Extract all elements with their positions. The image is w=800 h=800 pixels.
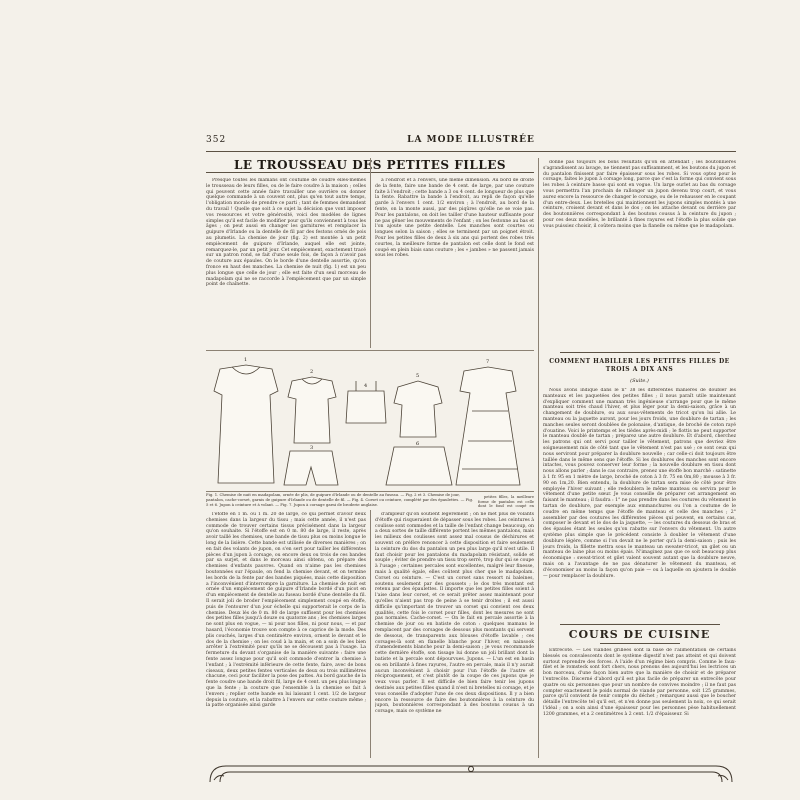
- fig-label: 6: [416, 441, 420, 447]
- fig-label: 2: [310, 369, 314, 375]
- paragraph: donne pas toujours les bons résultats qu'on en attendait ; les boutonnières s'agrandissent au lavage, ne tiennent pas suffisamment, et les boutons du jupon et du pantalon finissent par faire épaisseur sous les robes. Si vous optez pour le corsage, faites le jupon à corsage long, parce que c'est la forme qui convient sous les robes à ceinture basse qui sont en vogue. Un large ourlet au bas du corsage vous permettra l'an prochain de rallonger un jupon devenu trop court, et vous aurez encore la ressource de changer le corsage, ou de le rehausser en le coupant d'un entre-deux. Les bretelles qui maintiennent les jupons simples montés à une ceinture, croisent devant et dans le dos ; on les attache devant ou derrière par des boutonnières correspondant à des boutons cousus à la ceinture du jupon ; pour ces deux modèles, le brillanté à fines rayures est l'étoffe la plus solide que vous puissiez choisir, il coûtera moins que la flanelle ou même que le madapolam.: [543, 160, 736, 229]
- corset-petticoat-shape: [456, 367, 520, 485]
- paragraph: l'étoffe en 1 m. ou 1 m. 20 de large, ce qui permet d'avoir deux chemises dans la largeur du tissu ; mais cette année, il n'est pas commode de trouver certains tissus précisément dans la largeur qu'on souhaite. Si l'étoffe est en 0 m. 80 de large, il reste, après avoir taillé les chemises, une bande de tissu plus ou moins longue le long de la lisière. Cette bande est utilisée de diverses manières ; on en fait des volants de jupon, on s'en sert pour tailler les différentes pièces d'un jupon à corsage, ou encore deux ou trois de ces bandes par sa surjet, et dans le morceau ainsi obtenu, on prépare des chemises d'enfants pauvres. Quand on n'aime pas les chemises boutonnées sur l'épaule, on fend la chemise devant, et on termine les bords de la fente par des bandes piquées, mais cette disposition a l'inconvénient d'interrompre la garniture. La chemise de nuit est ornée d'un empiècement de guipure d'Irlande bordé d'un picot en d'un empiècement de dentelle au fuseau bordé d'une dentelle du fil. Il serait joli de broder l'empiècement simplement coupé en étoffe, puis de l'entourer d'un jour échelle qui supporterait le corps de la chemise. Deux lés de 0 m. 80 de large suffisent pour les chemises des petites filles jusqu'à douze ou quatorze ans ; les chemises larges ne sont plus en vogue, — ni pour nos filles, ni pour nous, — et par hasard, l'économie trouve son compte à ce caprice de la mode. Des plis couchés, larges d'un centimètre environ, ornent le devant et le dos de la chemise ; on les coud à la main, et on a soin de les bien arrêter à l'extrémité pour qu'ils ne se décousent pas à l'usage. La fermeture du devant s'organise de la manière suivante : faire une fente assez longue pour qu'il soit commode d'entrer la chemise à l'enfant ; à l'extrémité inférieure de cette fente, faire, avec de bons ciseaux, deux petites fentes verticales de deux ou trois millimètres chacune, ceci pour faciliter la pose des pattes. Au bord gauche de la fente coudre une bande droit fil, large de 4 cent. un peu plus longue que la fente ; la couture que l'ensemble à la chemise se fait à l'envers ; replier cette bande en lui laissant 1 cent. 1/2 de largeur depuis la couture, et la rabattre à l'envers sur cette couture même ; la patte organisée ainsi garde: [206, 512, 366, 709]
- section-rule: [560, 624, 720, 625]
- column-2-top: [375, 178, 534, 348]
- column-3-bottom: [543, 648, 736, 758]
- fig-label: 3: [310, 445, 314, 451]
- article-title: LE TROUSSEAU DES PETITES FILLES: [233, 158, 507, 172]
- section-note: (Suite.): [630, 378, 649, 384]
- drawers-shape: [284, 451, 338, 485]
- column-rule-1-top: [370, 158, 371, 348]
- magazine-title: LA MODE ILLUSTRÉE: [407, 135, 535, 145]
- chemise-shape: [288, 377, 336, 443]
- corset-shape: [346, 391, 386, 423]
- illustration-plate: [206, 350, 534, 492]
- column-rule-2: [538, 158, 539, 758]
- paragraph: Presque toutes les mamans ont coutume de coudre elles-mêmes le trousseau de leurs filles, ou de le faire coudre à la maison ; celles qui peuvent cette année faire travailler une ouvrière ou donner quelque commande à un couvent ont, plus qu'en tout autre temps, l'obligation morale de prendre ce parti ; tant de femmes demandent du travail ! Quelle que soit à ce sujet la décision que vont imposer vos ressources et votre générosité, voici des modèles de lignes simples qu'il est facile de modifier pour qu'ils conviennent à tous les âges ; on peut aussi en changer les garnitures et remplacer la guipure d'Irlande ou la dentelle de fil par des festons ornés de pois au plumetis. La chemise de jour (fig. 2) est montée à un petit empiècement de guipure d'Irlande, auquel elle est jointe, remarquez-le, par un petit jour. Cet empiècement, exactement tracé sur un patron rond, se fait d'une seule fois, de façon à n'avoir pas de couture aux épaules. On le borde d'une dentelle assortie, qu'on fronce en haut des manches. La chemise de nuit (fig. 1) est un peu plus longue que celle de jour ; elle est faite d'un seul morceau de madapolam qui ne se raccorde à l'empiècement que par un simple point de chaînette.: [206, 178, 366, 288]
- petticoat-shape: [386, 447, 452, 485]
- fig-label: 5: [416, 373, 420, 379]
- bottom-ornament: [206, 762, 736, 784]
- fig-label: 4: [364, 383, 368, 389]
- paragraph: petites filles, la meilleure forme de pantalon est celle dont le fond est coupé en: [478, 495, 534, 508]
- column-2-mid: [478, 495, 534, 509]
- page-header: [206, 135, 736, 149]
- column-3-top: [543, 160, 736, 348]
- nightgown-shape: [214, 365, 278, 483]
- section-rule: [560, 352, 720, 353]
- column-3-mid: [543, 388, 736, 622]
- header-rule: [206, 151, 736, 152]
- column-1-bottom: [206, 512, 366, 758]
- fig-label: 1: [244, 357, 248, 363]
- paragraph: d'ampleur qu'on soutient légèrement ; on ne met plus de volants d'étoffe qui risqueraient de dépasser sous les robes. Les ceintures à coulisse sont commodes et la taille de l'enfant change beaucoup, on a deux sortes de taille différente portent les mêmes pantalons, mais les milieux des coulisses sont assez mal cousus de déchirures et souvent on préfère renoncer à cette disposition et faire seulement la ceinture du dos du pantalon un peu plus large qu'il n'est utile. Il faut choisir pour les pantalons du madapolam résistant, solide et souple ; éviter de prendre un tissu trop serré, trop dur qui se coupe à l'usage ; certaines percales sont excellentes, malgré leur finesse, mais à qualité égale, elles coûtent plus cher que le madapolam. Corset ou ceinture. — C'est un corset sans ressort ni baleines, soutenu seulement par des goussets ; le dos très montant est retenu par des épaulettes. Il importe que les petites filles soient à l'aise dans leur corset, et ce serait prêter assez maintenant pour qu'elles n'aient pas trop de peine à se tenir droites ; il est aussi difficile qu'important de trouver un corset qui convient ces deux qualités, cette fois le corset pour filles, dont les mesures ne sont pas normales. Cache-corset. — On le fait en percale assortie à la chemise de jour ou en batiste de coton : quelques mamans le remplacent par des corsages de dessous plus montants qui servent de dessous, de transparents aux blouses d'étoffe lavable ; ces corsages-là sont en flanelle blanche pour l'hiver, en nainsook d'amendements blanche pour la demi-saison ; je vous recommande cette dernière étoffe, son tissage lui donne un joli brillant dont la batiste et la percale sont dépourvues. Jupons. — L'un est en basin ou en brillanté à fines rayures, l'autre en percale, mais il n'y aurait aucun inconvénient à choisir pour l'un l'étoffe de l'autre et réciproquement, et c'est plutôt de la coupe de ces jupons que je veux vous parler. Il est difficile de bien faire tenir les jupons destinés aux petites filles quand il n'est ni bretelles ni corsage, et je vous conseille d'adopter l'une de ces deux dispositions. Il y a bien encore la ressource de faire des boutonnières à la ceinture du jupon, boutonnières correspondant à des boutons cousus à un corsage, mais ce système ne: [375, 512, 534, 715]
- column-1-top: [206, 178, 366, 348]
- column-rule-1-bottom: [370, 510, 371, 758]
- paragraph: Entrecôte. — Les viandes grillées sont la base de l'alimentation de certains blessés ou convalescents dont le système digestif n'est pas atteint et qui doivent surtout reprendre des forces. A l'aide d'un régime bien compris. Comme le faux-filet et le romsteck sont fort chers, nous prenons des aujourd'hui les lectrices un bon morceau, d'une façon bien autre que la manière de choisir et de préparer l'entrecôte. Discerné d'abord qu'il est plus facile de préparer un entrecôte pour quatre ou six personnes que pour un nombre de convives moindre ; il ne faut pas compter exactement le poids normal de viande par personne, soit 125 grammes, parce qu'il convient de tenir compte du déchet ; remarquez aussi que le boucher détaille l'entrecôte tel qu'il est, et n'en donne pas seulement la noix, ce qui serait l'idéal ; on a soin ainsi d'une épaisseur pour les personnes pèse habituellement 1200 grammes, et a 2 centimètres à 2 cent. 1/2 d'épaisseur. Si: [543, 648, 736, 717]
- fig-label: 7: [486, 359, 490, 365]
- page-number: 352: [206, 135, 227, 145]
- section-rule-small: [600, 643, 680, 644]
- figure-caption: Fig. 1. Chemise de nuit en madapolam, ornée de plis, de guipure d'Irlande ou de dentelle au fuseau. — Fig. 2 et 3. Chemise de jour, pantalon, cache-corset, garnis de guipure d'Irlande ou de dentelle de fil. — Fig. 4. Corset ou ceinture, complété par des épaulettes. — Fig. 5 et 6. Jupon à ceinture et à volant. — Fig. 7. Jupon à corsage garni de broderie anglaise.: [206, 492, 474, 507]
- section-title-cuisine: COURS DE CUISINE: [568, 628, 711, 641]
- section-title-dress: COMMENT HABILLER LES PETITES FILLES DE TROIS A DIX ANS: [549, 358, 730, 373]
- paragraph: Nous avons indiqué dans le n° 38 les différentes manières de doubler les manteaux et les paquetées des petites filles ; il nous paraît utile maintenant d'expliquer comment une maman très ingénieuse s'arrange pour que le même manteau soit très chaud l'hiver, et plus léger pour la demi-saison, grâce à un changement de doublure, ou aux sous-vêtements de tricot qu'on lui allie. Le manteau ou la jaquette auront, pour les jours froids, une doublure de tartan ; les manches seules seront doublées de polonaise, d'antique, de broché de coton rayé d'ouatine. Voici le printemps et les tièdes après-midi ; le flottis ne peut supporter le manteau doublé de tartan ; préparez une autre doublure. Et d'abord, cherchez les patrons qui ont servi pour tailler le vêtement, patrons que devriez être soigneusement mis de côté tant que le vêtement n'est pas usé ; ce sont ceux qui nous serviront pour préparer la doublure nouvelle ; car celle-ci doit toujours être taillée dans le même sens que l'étoffe. Si les doublures des manches sont encore intactes, vous pouvez conserver leur forme ; la nouvelle doublure en tissu dont nous allons parler ; dans le cas contraire, prenez une étoffe bon marché : satinette à 1 fr. 95 en 1 mètre de large, broché de coton à 3 fr. 75 en 0m,80 ; mousse à 3 fr. 90 en 1m,20. Bien entendu, la doublure de tartan sera mise de côté pour être employée l'hiver suivant ; elle redoublera le même manteau ou servira pour le vêtement d'une petite sœur. Je vous conseille de préparer cet arrangement en faisant le manteau ; il faudra : 1° ne pas prendre dans les coutures du vêtement le tartan de doublure, par exemple aux emmanchures ou l'on a coutume de le coudre en même temps que l'étoffe de manteau et celle des manches ; 2° assembler par des coutures les différentes pièces qui peuvent, en certains cas, composer le devant et le dos de la jaquette, — les coutures du dessous de bras et des épaules étant les seules qu'on rabatte sur l'envers du vêtement. Un autre système plus simple que le précédent consiste à doubler le vêtement d'une doublure légère, comme si l'on devait ne le porter qu'à la demi-saison ; puis les jours froids, la fillette mettra sous le manteau un sweater-tricot, un gilet ou un manteau de laine plus ou moins épais. N'imaginez pas que ce soit beaucoup plus économique : sweat-tricot et gilet valent souvent autant que la doublure neuve, mais on a l'avantage de ne pas dénaturer le vêtement du manteau, et d'économiser au moins la façon qu'on paie — ou à laquelle on ajoutera le double — pour remplacer la doublure.: [543, 388, 736, 579]
- camisole-shape: [394, 381, 442, 437]
- paragraph: à l'endroit et à l'envers, une même dimension. Au bord de droite de la fente, faire une bande de 4 cent. de large, par une couture faite à l'endroit ; cette bande a 3 ou 4 cent. de longueur de plus que la fente. Rabattre la bande à l'endroit, au repli de façon qu'elle garde à l'envers 1 cent. 1/2 environ ; à l'endroit, au bord de la fente, on la monte aussi, par des piqûres qu'elle ne se voie pas. Pour les pantalons, on doit les tailler d'une hauteur suffisante pour ne pas gêner les mouvements de l'enfant ; on les festonne au bas et l'on ajoute une petite dentelle. Les manches sont courtes ou longues selon la saison ; elles se terminent par un poignet étroit. Pour les petites filles de deux à six ans qui portent des robes très courtes, la meilleure forme de pantalon est celle dont le fond est coupé en plein biais sans couture ; les « jambes » ne passent jamais sous les robes.: [375, 178, 534, 259]
- column-2-bottom: [375, 512, 534, 758]
- garment-illustration: [206, 351, 534, 491]
